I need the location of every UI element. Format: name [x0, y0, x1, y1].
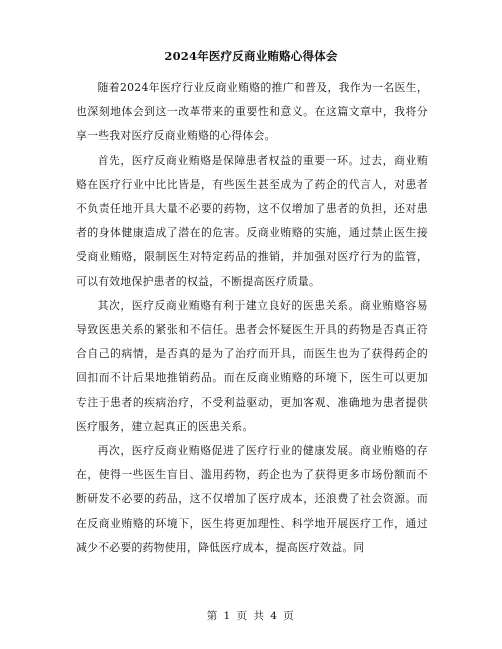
document-body	[76, 76, 428, 560]
paragraph-first-point: 首先，医疗反商业贿赂是保障患者权益的重要一环。过去，商业贿赂在医疗行业中比比皆是，有些医生甚至成为了药企的代言人，对患者不负责任地开具大量不必要的药物，这不仅增加了患者的负担，还对患者的身体健康造成了潜在的危害。反商业贿赂的实施，通过禁止医生接受商业贿赂，限制医生对特定药品的推销，并加强对医疗行为的监管，可以有效地保护患者的权益，不断提高医疗质量。	[76, 153, 428, 288]
paragraph-third-point: 再次，医疗反商业贿赂促进了医疗行业的健康发展。商业贿赂的存在，使得一些医生盲目、滥用药物，药企也为了获得更多市场份额而不断研发不必要的药品，这不仅增加了医疗成本，还浪费了社会资源。而在反商业贿赂的环境下，医生将更加理性、科学地开展医疗工作，通过减少不必要的药物使用，降低医疗成本，提高医疗效益。同	[76, 444, 428, 554]
document-title: 2024年医疗反商业贿赂心得体会	[164, 49, 338, 63]
paragraph-second-point: 其次，医疗反商业贿赂有利于建立良好的医患关系。商业贿赂容易导致医患关系的紧张和不信任。患者会怀疑医生开具的药物是否真正符合自己的病情，是否真的是为了治疗而开具，而医生也为了获得药企的回扣而不计后果地推销药品。而在反商业贿赂的环境下，医生可以更加专注于患者的疾病治疗，不受利益驱动，更加客观、准确地为患者提供医疗服务，建立起真正的医患关系。	[76, 298, 428, 433]
page-number-footer: 第 1 页 共 4 页	[206, 610, 296, 622]
paragraph-intro: 随着2024年医疗行业反商业贿赂的推广和普及，我作为一名医生，也深刻地体会到这一改革带来的重要性和意义。在这篇文章中，我将分享一些我对医疗反商业贿赂的心得体会。	[76, 81, 428, 143]
